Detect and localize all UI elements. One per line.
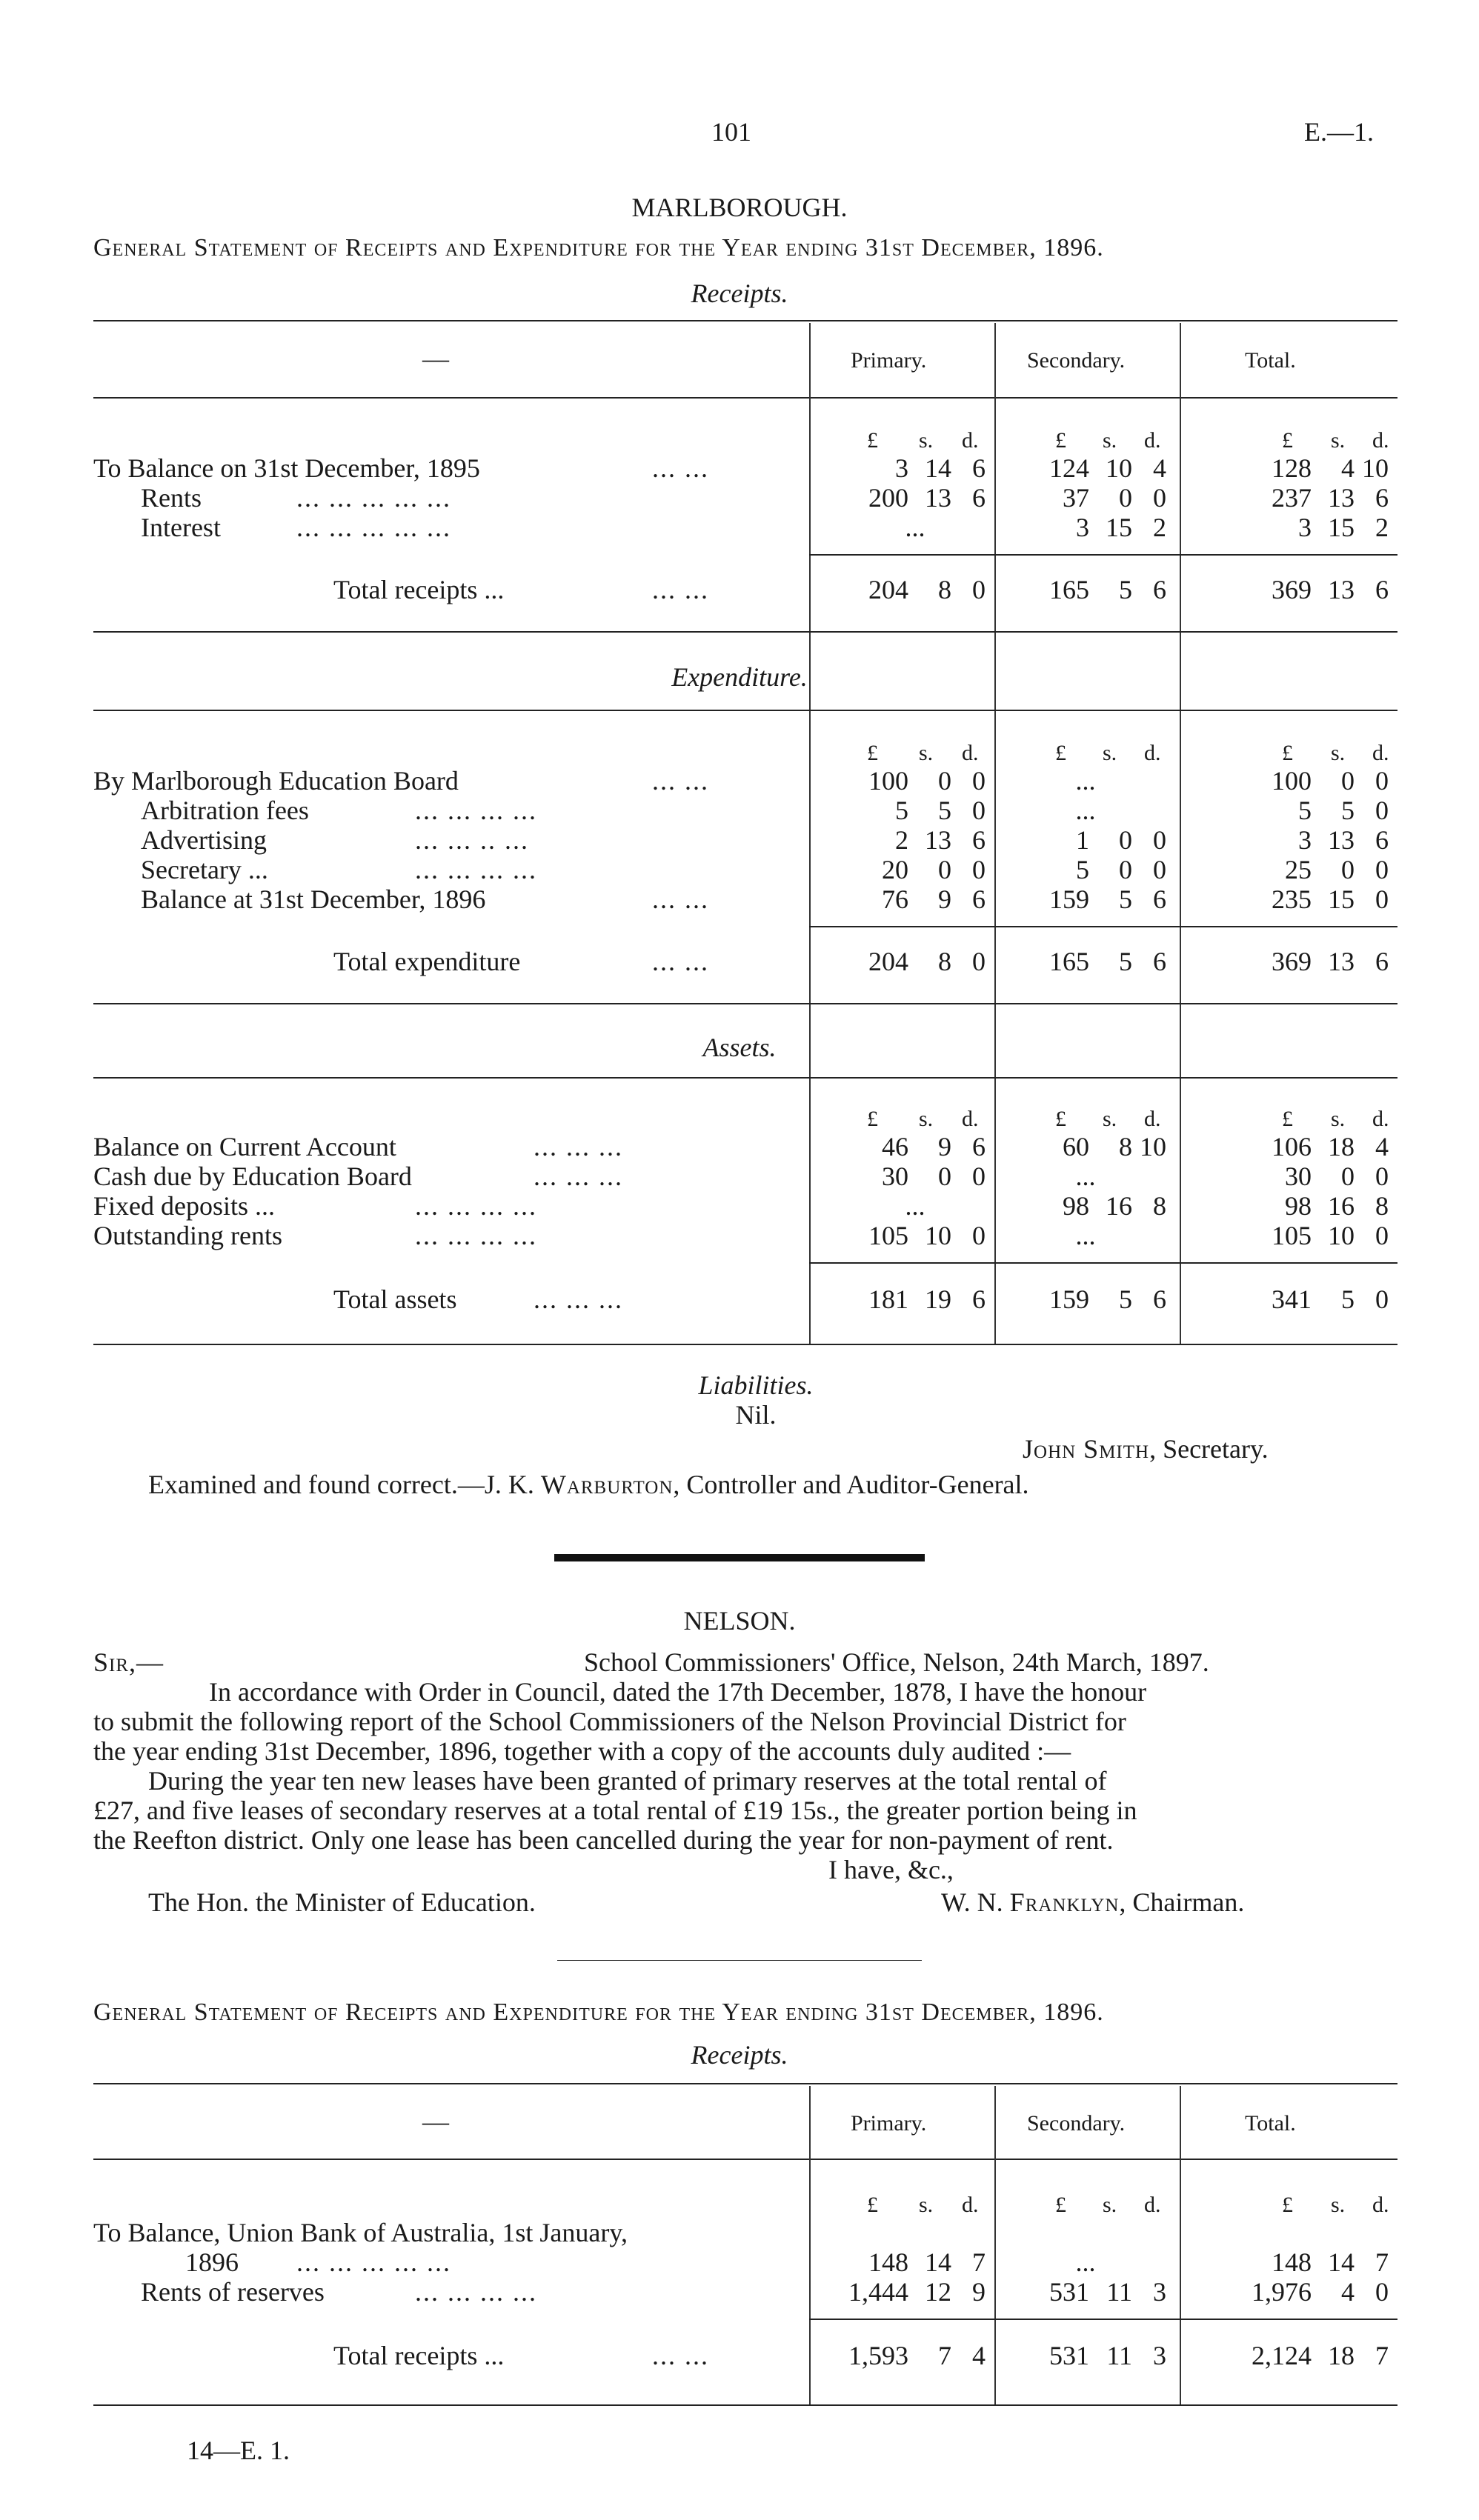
- column-header-total: Total.: [1245, 2111, 1296, 2136]
- liabilities-value: Nil.: [735, 1400, 777, 1430]
- table-row: [0, 453, 1479, 483]
- amount-shillings: 8: [938, 947, 951, 976]
- amount-pence: 0: [1153, 855, 1166, 884]
- subtotal-rule: [809, 2319, 1397, 2320]
- unit-pound: £: [1055, 741, 1066, 765]
- amount-pounds: 2: [895, 825, 908, 855]
- section-heading-nelson: NELSON.: [683, 1606, 796, 1636]
- amount-pence: 7: [1375, 2341, 1389, 2370]
- section-divider: [554, 1554, 925, 1561]
- amount-pence: 0: [972, 947, 986, 976]
- amount-shillings: 8: [1119, 1132, 1132, 1161]
- unit-pound: £: [1055, 1107, 1066, 1131]
- amount-shillings: 11: [1106, 2277, 1132, 2307]
- amount-pence: 6: [1375, 483, 1389, 513]
- amount-pence: 0: [972, 575, 986, 604]
- rule: [93, 1077, 1397, 1079]
- amount-pounds: 369: [1272, 947, 1312, 976]
- amount-pounds: 1,976: [1252, 2277, 1312, 2307]
- row-label: Rents: [141, 483, 202, 513]
- amount-pence: 7: [1375, 2247, 1389, 2277]
- amount-pence: 2: [1153, 513, 1166, 542]
- row-label: 1896: [185, 2247, 239, 2277]
- unit-pence: d.: [1372, 1107, 1389, 1131]
- table-row: [0, 825, 1479, 855]
- unit-pence: d.: [1144, 428, 1161, 453]
- table-row: [0, 483, 1479, 513]
- amount-shillings: 10: [925, 1221, 951, 1250]
- letter-line: the Reefton district. Only one lease has been cancelled during the year for non-payment of rent.: [93, 1825, 1114, 1855]
- amount-shillings: 0: [1119, 483, 1132, 513]
- unit-pence: d.: [1372, 2193, 1389, 2217]
- amount-pounds: 2,124: [1252, 2341, 1312, 2370]
- amount-pounds: 5: [1076, 855, 1089, 884]
- amount-shillings: 15: [1106, 513, 1132, 542]
- amount-shillings: 14: [925, 453, 951, 483]
- audit-name: Warburton: [540, 1470, 674, 1499]
- amount-shillings: 16: [1328, 1191, 1355, 1221]
- amount-pence: 0: [1375, 884, 1389, 914]
- amount-pounds: 1: [1076, 825, 1089, 855]
- amount-pounds: 60: [1063, 1132, 1089, 1161]
- amount-pounds: 235: [1272, 884, 1312, 914]
- amount-shillings: 14: [1328, 2247, 1355, 2277]
- amount-pence: 0: [1375, 766, 1389, 796]
- amount-pounds: 98: [1285, 1191, 1312, 1221]
- amount-shillings: 0: [938, 1161, 951, 1191]
- table-row: [0, 1221, 1479, 1250]
- signature-name: John Smith: [1023, 1434, 1150, 1464]
- amount-shillings: 18: [1328, 1132, 1355, 1161]
- amount-shillings: 0: [1341, 1161, 1355, 1191]
- amount-pence: 4: [1375, 1132, 1389, 1161]
- unit-pence: d.: [962, 2193, 979, 2217]
- amount-pounds: 98: [1063, 1191, 1089, 1221]
- rule: [93, 1003, 1397, 1004]
- subtotal-rule: [809, 1262, 1397, 1264]
- row-label: Total assets: [333, 1284, 457, 1314]
- table-row: [0, 2218, 1479, 2247]
- amount-shillings: 10: [1328, 1221, 1355, 1250]
- amount-shillings: 5: [1341, 1284, 1355, 1314]
- amount-shillings: 0: [1119, 855, 1132, 884]
- unit-pence: d.: [962, 428, 979, 453]
- amount-pence: 0: [1375, 1221, 1389, 1250]
- letter-line: £27, and five leases of secondary reserves at a total rental of £19 15s., the greater portion being in: [93, 1796, 1137, 1825]
- amount-shillings: 0: [1119, 825, 1132, 855]
- amount-pence: 0: [1375, 2277, 1389, 2307]
- table-row: [0, 2247, 1479, 2277]
- section-divider: [557, 1960, 922, 1961]
- receipts-title: Receipts.: [691, 2040, 788, 2070]
- page-footer: 14—E. 1.: [187, 2436, 290, 2465]
- unit-shilling: s.: [919, 428, 934, 453]
- amount-shillings: 9: [938, 884, 951, 914]
- subtotal-rule: [809, 554, 1397, 556]
- unit-pound: £: [867, 428, 878, 453]
- amount-pounds: 25: [1285, 855, 1312, 884]
- leader-dots: ... ...: [652, 947, 709, 976]
- audit-statement: [148, 1471, 1029, 1498]
- amount-pounds: 3: [1298, 825, 1312, 855]
- table-row: [0, 766, 1479, 796]
- amount-pounds: 5: [1298, 796, 1312, 825]
- unit-shilling: s.: [1331, 2193, 1346, 2217]
- amount-pence: 0: [1375, 1284, 1389, 1314]
- amount-blank: ...: [1075, 1161, 1096, 1191]
- row-label: Advertising: [141, 825, 267, 855]
- row-label: Total expenditure: [333, 947, 521, 976]
- unit-pound: £: [1282, 741, 1293, 765]
- leader-dots: ... ...: [652, 453, 709, 483]
- column-header-secondary: Secondary.: [1027, 348, 1126, 373]
- amount-pounds: 30: [1285, 1161, 1312, 1191]
- row-label: Cash due by Education Board: [93, 1161, 412, 1191]
- row-label: Arbitration fees: [141, 796, 309, 825]
- amount-pounds: 105: [868, 1221, 908, 1250]
- amount-shillings: 13: [1328, 575, 1355, 604]
- total-row: [0, 575, 1479, 604]
- rule: [93, 2404, 1397, 2406]
- amount-shillings: 13: [1328, 825, 1355, 855]
- unit-shilling: s.: [1331, 1107, 1346, 1131]
- amount-shillings: 15: [1328, 513, 1355, 542]
- row-label: Total receipts ...: [333, 575, 505, 604]
- amount-pounds: 76: [882, 884, 908, 914]
- amount-pounds: 531: [1049, 2277, 1089, 2307]
- signer-name: Franklyn: [1009, 1887, 1120, 1917]
- amount-shillings: 19: [925, 1284, 951, 1314]
- table-row: [0, 796, 1479, 825]
- amount-pounds: 204: [868, 947, 908, 976]
- amount-pounds: 3: [1076, 513, 1089, 542]
- amount-pence: 6: [1375, 575, 1389, 604]
- amount-shillings: 5: [1119, 884, 1132, 914]
- amount-shillings: 13: [925, 825, 951, 855]
- amount-shillings: 18: [1328, 2341, 1355, 2370]
- rule: [93, 1344, 1397, 1345]
- unit-pound: £: [1282, 2193, 1293, 2217]
- unit-pence: d.: [1144, 2193, 1161, 2217]
- assets-title: Assets.: [702, 1033, 777, 1062]
- column-header-blank: —: [422, 344, 449, 373]
- amount-pence: 3: [1153, 2341, 1166, 2370]
- amount-pence: 10: [1362, 453, 1389, 483]
- amount-pounds: 148: [868, 2247, 908, 2277]
- amount-shillings: 8: [938, 575, 951, 604]
- amount-shillings: 5: [1119, 1284, 1132, 1314]
- amount-pence: 9: [972, 2277, 986, 2307]
- amount-pounds: 124: [1049, 453, 1089, 483]
- letter-line: to submit the following report of the School Commissioners of the Nelson Provincial District for: [93, 1707, 1126, 1736]
- amount-pounds: 100: [1272, 766, 1312, 796]
- column-header-primary: Primary.: [851, 2111, 927, 2136]
- row-label: Balance at 31st December, 1896: [141, 884, 486, 914]
- amount-pence: 0: [972, 1221, 986, 1250]
- audit-prefix: Examined and found correct.—J. K.: [148, 1470, 541, 1499]
- amount-pounds: 369: [1272, 575, 1312, 604]
- amount-shillings: 13: [1328, 483, 1355, 513]
- amount-pounds: 200: [868, 483, 908, 513]
- amount-pence: 6: [972, 453, 986, 483]
- amount-pence: 0: [972, 855, 986, 884]
- unit-pound: £: [1282, 428, 1293, 453]
- leader-dots: ... ... ... ...: [415, 2277, 537, 2307]
- amount-pence: 0: [1375, 855, 1389, 884]
- leader-dots: ... ...: [652, 766, 709, 796]
- row-label: To Balance, Union Bank of Australia, 1st January,: [93, 2218, 628, 2247]
- rule: [93, 320, 1397, 321]
- liabilities-title: Liabilities.: [698, 1370, 814, 1400]
- amount-pence: 0: [1153, 483, 1166, 513]
- amount-pence: 6: [972, 483, 986, 513]
- row-label: Interest: [141, 513, 221, 542]
- amount-pence: 6: [972, 884, 986, 914]
- audit-suffix: , Controller and Auditor-General.: [673, 1470, 1029, 1499]
- expenditure-title: Expenditure.: [671, 662, 808, 692]
- unit-pence: d.: [1372, 741, 1389, 765]
- amount-pounds: 1,593: [848, 2341, 908, 2370]
- amount-pounds: 159: [1049, 884, 1089, 914]
- amount-pounds: 165: [1049, 947, 1089, 976]
- unit-pound: £: [1055, 2193, 1066, 2217]
- amount-shillings: 4: [1341, 453, 1355, 483]
- amount-pounds: 531: [1049, 2341, 1089, 2370]
- column-header-secondary: Secondary.: [1027, 2111, 1126, 2136]
- amount-pounds: 159: [1049, 1284, 1089, 1314]
- table-row: [0, 855, 1479, 884]
- amount-pounds: 37: [1063, 483, 1089, 513]
- amount-pence: 3: [1153, 2277, 1166, 2307]
- statement-title: General Statement of Receipts and Expenditure for the Year ending 31st December, 1896.: [93, 1999, 1104, 2026]
- leader-dots: ... ... ... ...: [415, 796, 537, 825]
- amount-blank: ...: [905, 513, 925, 542]
- amount-pence: 6: [1153, 947, 1166, 976]
- table-row: [0, 1191, 1479, 1221]
- salutation: Sir,—: [93, 1647, 164, 1677]
- amount-blank: ...: [1075, 1221, 1096, 1250]
- amount-pence: 0: [1375, 1161, 1389, 1191]
- amount-pence: 0: [972, 766, 986, 796]
- unit-pound: £: [867, 1107, 878, 1131]
- page-reference: E.—1.: [1304, 117, 1374, 147]
- signer-initials: W. N.: [941, 1887, 1010, 1917]
- amount-shillings: 9: [938, 1132, 951, 1161]
- page-number: 101: [711, 117, 751, 147]
- row-label: By Marlborough Education Board: [93, 766, 459, 796]
- rule: [93, 397, 1397, 399]
- amount-pounds: 46: [882, 1132, 908, 1161]
- amount-blank: ...: [905, 1191, 925, 1221]
- total-row: [0, 1284, 1479, 1314]
- column-header-total: Total.: [1245, 348, 1296, 373]
- amount-blank: ...: [1075, 796, 1096, 825]
- amount-pounds: 100: [868, 766, 908, 796]
- table-row: [0, 513, 1479, 542]
- amount-shillings: 0: [1341, 766, 1355, 796]
- unit-shilling: s.: [1331, 428, 1346, 453]
- unit-pound: £: [1055, 428, 1066, 453]
- amount-shillings: 0: [938, 855, 951, 884]
- row-label: Total receipts ...: [333, 2341, 505, 2370]
- amount-shillings: 7: [938, 2341, 951, 2370]
- letter-line: the year ending 31st December, 1896, together with a copy of the accounts duly audited :—: [93, 1736, 1071, 1766]
- leader-dots: ... ...: [652, 575, 709, 604]
- unit-pound: £: [867, 741, 878, 765]
- unit-shilling: s.: [919, 741, 934, 765]
- leader-dots: ... ... ... ...: [415, 855, 537, 884]
- table-row: [0, 2277, 1479, 2307]
- unit-shilling: s.: [1103, 1107, 1117, 1131]
- amount-pounds: 181: [868, 1284, 908, 1314]
- amount-pounds: 106: [1272, 1132, 1312, 1161]
- amount-pounds: 128: [1272, 453, 1312, 483]
- signature-role: , Secretary.: [1149, 1434, 1269, 1464]
- unit-shilling: s.: [919, 1107, 934, 1131]
- column-header-primary: Primary.: [851, 348, 927, 373]
- amount-pence: 8: [1375, 1191, 1389, 1221]
- amount-pence: 0: [1153, 825, 1166, 855]
- amount-shillings: 16: [1106, 1191, 1132, 1221]
- amount-shillings: 12: [925, 2277, 951, 2307]
- leader-dots: ... ... ... ...: [415, 1191, 537, 1221]
- unit-shilling: s.: [1103, 2193, 1117, 2217]
- leader-dots: ... ... ... ... ...: [296, 513, 451, 542]
- leader-dots: ... ...: [652, 2341, 709, 2370]
- amount-pounds: 105: [1272, 1221, 1312, 1250]
- column-header-blank: —: [422, 2107, 449, 2136]
- amount-pounds: 30: [882, 1161, 908, 1191]
- amount-pence: 0: [1375, 796, 1389, 825]
- amount-pence: 6: [1153, 1284, 1166, 1314]
- amount-pounds: 341: [1272, 1284, 1312, 1314]
- rule: [93, 2083, 1397, 2084]
- amount-pounds: 148: [1272, 2247, 1312, 2277]
- amount-pence: 10: [1140, 1132, 1166, 1161]
- section-heading-marlborough: MARLBOROUGH.: [631, 193, 848, 222]
- subtotal-rule: [809, 926, 1397, 927]
- amount-pence: 6: [1375, 947, 1389, 976]
- amount-pence: 2: [1375, 513, 1389, 542]
- amount-pounds: 204: [868, 575, 908, 604]
- secretary-signature: [1023, 1436, 1269, 1462]
- unit-pence: d.: [962, 741, 979, 765]
- amount-pounds: 1,444: [848, 2277, 908, 2307]
- amount-pence: 4: [1153, 453, 1166, 483]
- table-row: [0, 1132, 1479, 1161]
- unit-pence: d.: [1144, 741, 1161, 765]
- total-row: [0, 947, 1479, 976]
- row-label: Outstanding rents: [93, 1221, 282, 1250]
- unit-shilling: s.: [919, 2193, 934, 2217]
- unit-pound: £: [1282, 1107, 1293, 1131]
- row-label: Balance on Current Account: [93, 1132, 396, 1161]
- unit-pence: d.: [1144, 1107, 1161, 1131]
- row-label: To Balance on 31st December, 1895: [93, 453, 480, 483]
- amount-pence: 6: [1153, 884, 1166, 914]
- table-row: [0, 1161, 1479, 1191]
- signer-role: , Chairman.: [1119, 1887, 1245, 1917]
- amount-shillings: 4: [1341, 2277, 1355, 2307]
- amount-shillings: 5: [1119, 947, 1132, 976]
- letter-closing: I have, &c.,: [828, 1855, 954, 1884]
- amount-pence: 7: [972, 2247, 986, 2277]
- amount-pounds: 3: [1298, 513, 1312, 542]
- letter-addressee: The Hon. the Minister of Education.: [148, 1887, 536, 1917]
- amount-pounds: 237: [1272, 483, 1312, 513]
- leader-dots: ... ... ... ... ...: [296, 2247, 451, 2277]
- leader-dots: ... ... ...: [534, 1132, 623, 1161]
- amount-pence: 6: [1153, 575, 1166, 604]
- row-label: Fixed deposits ...: [93, 1191, 276, 1221]
- amount-shillings: 10: [1106, 453, 1132, 483]
- amount-shillings: 13: [925, 483, 951, 513]
- amount-pounds: 3: [895, 453, 908, 483]
- amount-shillings: 15: [1328, 884, 1355, 914]
- unit-pence: d.: [962, 1107, 979, 1131]
- unit-pence: d.: [1372, 428, 1389, 453]
- leader-dots: ... ... ...: [534, 1161, 623, 1191]
- letter-line: In accordance with Order in Council, dated the 17th December, 1878, I have the honour: [209, 1677, 1147, 1707]
- leader-dots: ... ...: [652, 884, 709, 914]
- office-dateline: School Commissioners' Office, Nelson, 24th March, 1897.: [584, 1647, 1209, 1677]
- amount-pence: 6: [972, 1132, 986, 1161]
- amount-shillings: 11: [1106, 2341, 1132, 2370]
- amount-pence: 0: [972, 1161, 986, 1191]
- amount-shillings: 5: [938, 796, 951, 825]
- unit-shilling: s.: [1103, 741, 1117, 765]
- row-label: Rents of reserves: [141, 2277, 325, 2307]
- letter-line: During the year ten new leases have been granted of primary reserves at the total rental of: [148, 1766, 1107, 1796]
- amount-shillings: 0: [1341, 855, 1355, 884]
- receipts-title: Receipts.: [691, 279, 788, 308]
- chairman-signature: [941, 1889, 1244, 1916]
- amount-pounds: 20: [882, 855, 908, 884]
- amount-pounds: 165: [1049, 575, 1089, 604]
- amount-shillings: 14: [925, 2247, 951, 2277]
- amount-shillings: 0: [938, 766, 951, 796]
- amount-blank: ...: [1075, 2247, 1096, 2277]
- row-label: Secretary ...: [141, 855, 268, 884]
- amount-blank: ...: [1075, 766, 1096, 796]
- amount-pence: 6: [1375, 825, 1389, 855]
- rule: [93, 710, 1397, 711]
- unit-shilling: s.: [1103, 428, 1117, 453]
- unit-shilling: s.: [1331, 741, 1346, 765]
- amount-shillings: 5: [1119, 575, 1132, 604]
- rule: [93, 631, 1397, 633]
- unit-pound: £: [867, 2193, 878, 2217]
- amount-pence: 0: [972, 796, 986, 825]
- amount-pence: 4: [972, 2341, 986, 2370]
- amount-pence: 8: [1153, 1191, 1166, 1221]
- statement-title: General Statement of Receipts and Expenditure for the Year ending 31st December, 1896.: [93, 234, 1104, 261]
- rule: [93, 2159, 1397, 2160]
- amount-shillings: 5: [1341, 796, 1355, 825]
- amount-pence: 6: [972, 1284, 986, 1314]
- amount-shillings: 13: [1328, 947, 1355, 976]
- leader-dots: ... ... ... ... ...: [296, 483, 451, 513]
- total-row: [0, 2341, 1479, 2370]
- leader-dots: ... ... .. ...: [415, 825, 529, 855]
- leader-dots: ... ... ... ...: [415, 1221, 537, 1250]
- table-row: [0, 884, 1479, 914]
- amount-pence: 6: [972, 825, 986, 855]
- leader-dots: ... ... ...: [534, 1284, 623, 1314]
- amount-pounds: 5: [895, 796, 908, 825]
